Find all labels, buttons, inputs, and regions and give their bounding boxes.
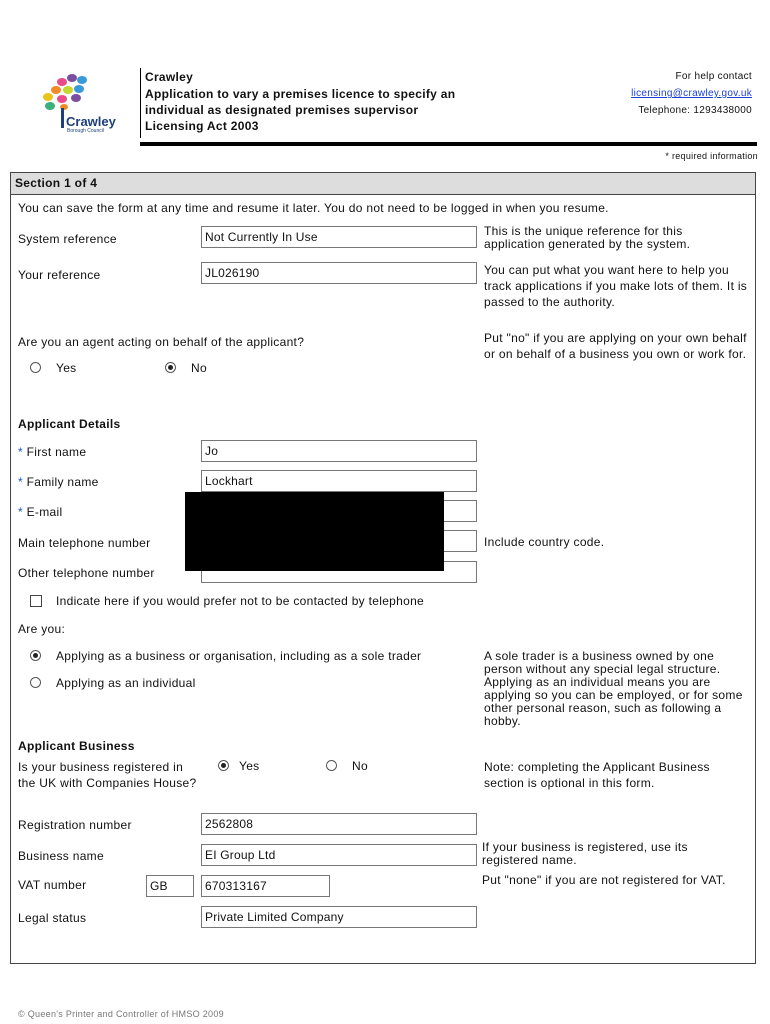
system-reference-label: System reference [18,232,117,246]
business-name-field[interactable]: EI Group Ltd [201,844,477,866]
individual-option-radio[interactable] [30,677,41,688]
email-label-text: E-mail [26,505,63,519]
agent-no-radio[interactable] [165,362,176,373]
agent-no-label: No [191,361,207,375]
main-phone-help: Include country code. [484,535,605,549]
family-name-label-text: Family name [26,475,99,489]
footer-copyright: © Queen's Printer and Controller of HMSO 2009 [18,1009,224,1019]
registered-no-label: No [352,759,368,773]
header-title-line1: Application to vary a premises licence to specify an [145,87,456,101]
applicant-business-heading: Applicant Business [18,739,135,753]
business-option-label: Applying as a business or organisation, including as a sole trader [56,649,422,663]
section-title: Section 1 of 4 [15,176,98,190]
no-telephone-contact-label: Indicate here if you would prefer not to be contacted by telephone [56,594,425,608]
system-reference-help: This is the unique reference for this application generated by the system. [484,224,691,251]
registration-label: Registration number [18,818,132,832]
required-star: * [18,445,23,459]
help-contact-label: For help contact [675,71,752,82]
agent-yes-radio[interactable] [30,362,41,373]
no-telephone-contact-checkbox[interactable] [30,595,42,607]
first-name-field[interactable]: Jo [201,440,477,462]
other-phone-label: Other telephone number [18,566,155,580]
are-you-label: Are you: [18,622,66,636]
registered-yes-label: Yes [239,759,260,773]
required-note: * required information [665,151,758,161]
registered-no-radio[interactable] [326,760,337,771]
family-name-label [18,475,99,489]
first-name-label [18,445,86,459]
header-act: Licensing Act 2003 [145,119,259,133]
required-star: * [18,475,23,489]
redaction-block [185,492,444,571]
main-phone-label: Main telephone number [18,536,151,550]
agent-question: Are you an agent acting on behalf of the applicant? [18,335,305,349]
vat-number-field[interactable]: 670313167 [201,875,330,897]
family-name-field[interactable]: Lockhart [201,470,477,492]
are-you-help: A sole trader is a business owned by one person without any special legal structure. Applying as an individual means you are applying so you can be employed, or for some other personal reason, such as following a hobby. [484,649,743,728]
legal-status-field[interactable]: Private Limited Company [201,906,477,928]
required-star: * [18,505,23,519]
individual-option-label: Applying as an individual [56,676,196,690]
legal-status-label: Legal status [18,911,87,925]
header-divider [140,142,757,146]
first-name-label-text: First name [26,445,87,459]
section-intro: You can save the form at any time and resume it later. You do not need to be logged in when you resume. [18,201,609,215]
vat-help: Put "none" if you are not registered for VAT. [482,873,726,887]
your-reference-help: You can put what you want here to help you track applications if you make lots of them. It is passed to the authority. [484,263,748,309]
council-logo [34,70,124,136]
help-email-link[interactable]: licensing@crawley.gov.uk [631,88,752,99]
your-reference-label: Your reference [18,268,101,282]
header-org: Crawley [145,70,194,84]
header-left-rule [140,68,141,138]
agent-help: Put "no" if you are applying on your own behalf or on behalf of a business you own or work for. [484,331,747,361]
your-reference-field[interactable]: JL026190 [201,262,477,284]
logo-subtext: Borough Council [67,128,104,134]
registration-field[interactable]: 2562808 [201,813,477,835]
registration-help: If your business is registered, use its registered name. [482,840,688,867]
logo-text: Crawley [66,114,116,129]
email-label [18,505,62,519]
vat-label: VAT number [18,878,87,892]
business-note: Note: completing the Applicant Business section is optional in this form. [484,760,710,790]
registered-question: Is your business registered in the UK with Companies House? [18,760,197,790]
section-header-bar [11,173,755,195]
vat-prefix-field[interactable]: GB [146,875,194,897]
business-name-label: Business name [18,849,104,863]
registered-yes-radio[interactable] [218,760,229,771]
business-option-radio[interactable] [30,650,41,661]
applicant-details-heading: Applicant Details [18,417,121,431]
header-title-line2: individual as designated premises supervisor [145,103,419,117]
system-reference-field[interactable]: Not Currently In Use [201,226,477,248]
agent-yes-label: Yes [56,361,77,375]
help-telephone: Telephone: 1293438000 [638,105,752,116]
